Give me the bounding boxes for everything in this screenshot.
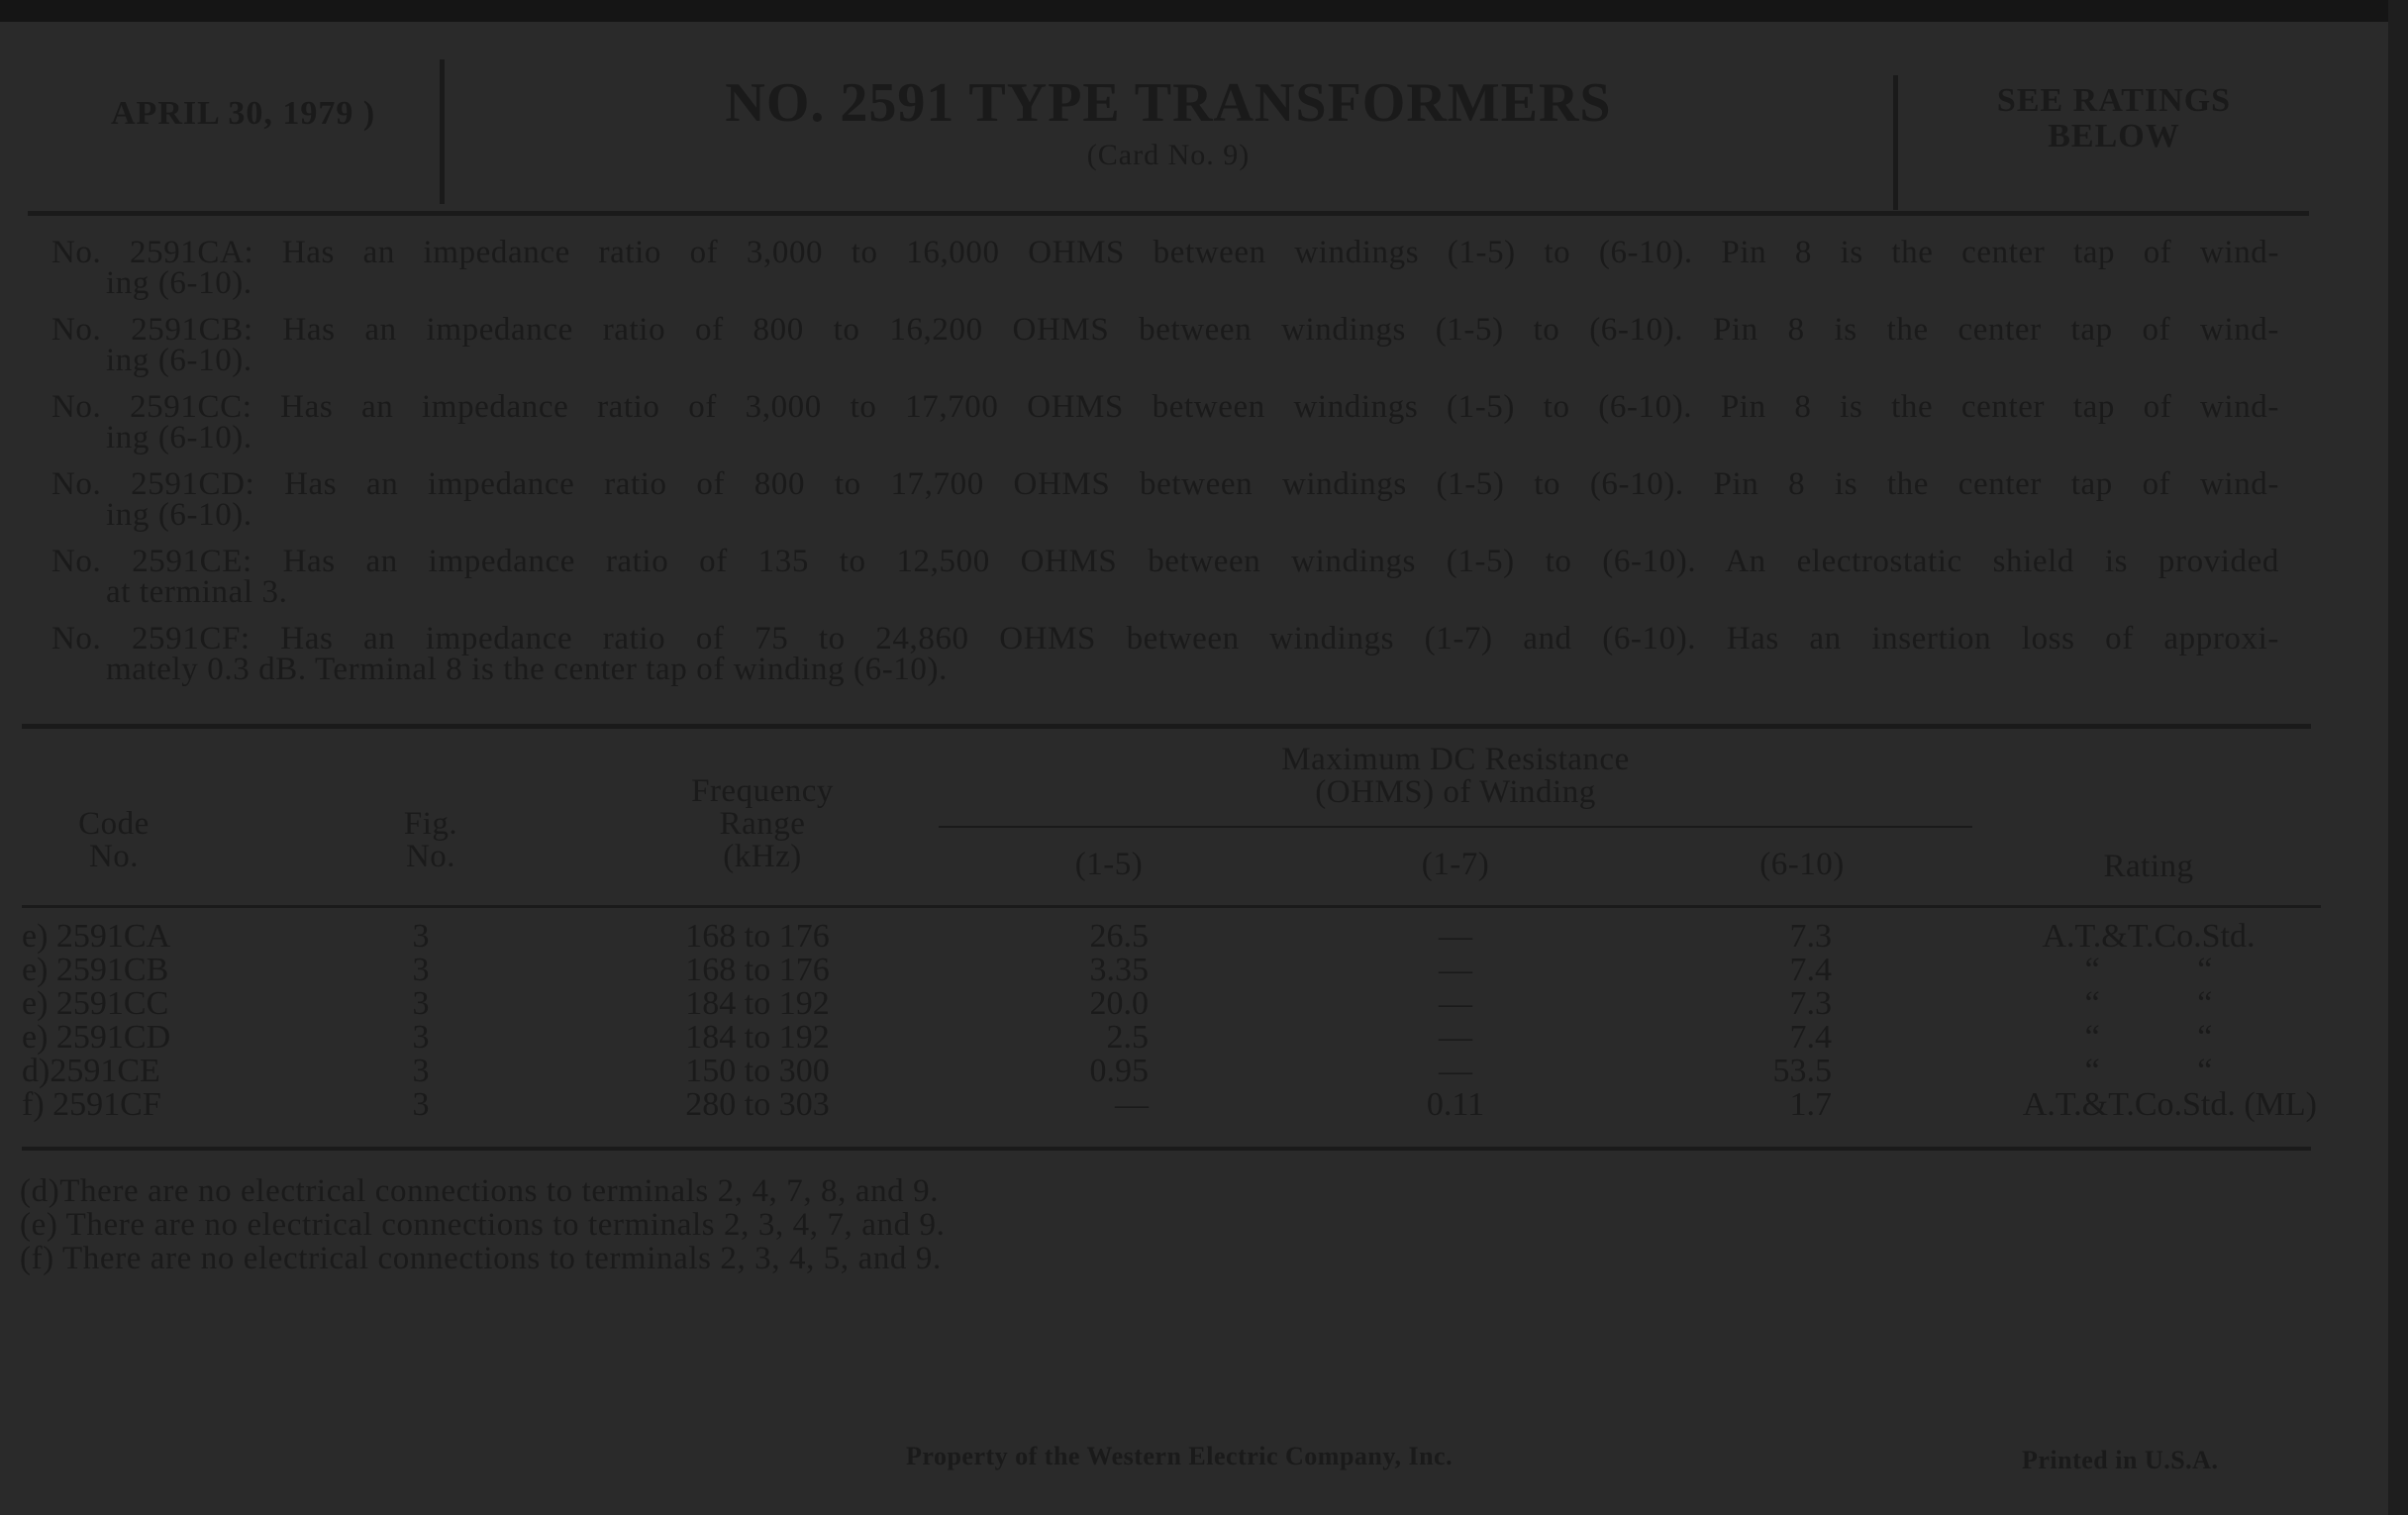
cell-code: e) 2591CA <box>22 918 171 955</box>
description-2591cd: No. 2591CD: Has an impedance ratio of 800 to 17,700 OHMS between windings (1-5) to (6-10). Pin 8 is the center tap of wind- ing (6-10). <box>51 466 2279 533</box>
description-2591cb: No. 2591CB: Has an impedance ratio of 800 to 16,200 OHMS between windings (1-5) to (6-10). Pin 8 is the center tap of wind- ing (6-10). <box>51 312 2279 378</box>
cell-frequency: 184 to 192 <box>685 1019 830 1056</box>
cell-rating: A.T.&T.Co.Std. <box>2042 918 2256 955</box>
footnote-f: (f) There are no electrical connections to terminals 2, 3, 4, 5, and 9. <box>20 1241 942 1276</box>
header-winding-1-5: (1-5) <box>1074 847 1144 882</box>
cell-frequency: 150 to 300 <box>685 1053 830 1089</box>
footnote-d: (d)There are no electrical connections to terminals 2, 4, 7, 8, and 9. <box>20 1173 940 1209</box>
cell-frequency: 168 to 176 <box>685 952 830 988</box>
cell-winding-6-10: 7.4 <box>1789 1019 1832 1056</box>
scan-right-edge <box>2388 0 2408 1515</box>
cell-code: e) 2591CB <box>22 952 169 988</box>
printed-notice: Printed in U.S.A. <box>2022 1446 2219 1474</box>
cell-fig: 3 <box>412 918 430 955</box>
cell-rating: A.T.&T.Co.Std. (ML) <box>2022 1086 2317 1123</box>
cell-winding-1-7: 0.11 <box>1426 1086 1485 1123</box>
cell-winding-1-5: 0.95 <box>1089 1053 1149 1089</box>
cell-winding-6-10: 7.3 <box>1789 985 1832 1022</box>
header-winding-6-10: (6-10) <box>1759 847 1845 882</box>
cell-fig: 3 <box>412 1086 430 1123</box>
cell-frequency: 168 to 176 <box>685 918 830 955</box>
cell-winding-1-7: — <box>1439 918 1472 955</box>
cell-winding-6-10: 1.7 <box>1789 1086 1832 1123</box>
page-title: NO. 2591 TYPE TRANSFORMERS <box>725 72 1612 134</box>
description-2591cf: No. 2591CF: Has an impedance ratio of 75 to 24,860 OHMS between windings (1-7) and (6-10). Has an insertion loss of approxi- mately 0.3 dB. Terminal 8 is the center tap of winding (6-10). <box>51 621 2279 687</box>
cell-fig: 3 <box>412 1053 430 1089</box>
see-ratings-note: SEE RATINGS BELOW <box>1996 82 2232 154</box>
header-resistance: Maximum DC Resistance (OHMS) of Winding <box>1281 742 1630 810</box>
cell-fig: 3 <box>412 1019 430 1056</box>
card-number: (Card No. 9) <box>1086 139 1251 171</box>
issue-date: APRIL 30, 1979 ) <box>111 95 376 132</box>
description-2591ca: No. 2591CA: Has an impedance ratio of 3,000 to 16,000 OHMS between windings (1-5) to (6-10). Pin 8 is the center tap of wind- ing (6-10). <box>51 235 2279 301</box>
description-2591ce: No. 2591CE: Has an impedance ratio of 135 to 12,500 OHMS between windings (1-5) to (6-10). An electrostatic shield is provided at terminal 3. <box>51 544 2279 610</box>
scan-top-edge <box>0 0 2408 22</box>
table-header-rule <box>22 905 2321 908</box>
cell-rating: “ “ <box>2084 952 2213 988</box>
cell-winding-6-10: 7.4 <box>1789 952 1832 988</box>
cell-winding-1-5: 3.35 <box>1089 952 1149 988</box>
header-rule <box>28 211 2309 216</box>
resistance-subrule <box>939 826 1972 828</box>
section-rule <box>22 724 2311 729</box>
property-notice: Property of the Western Electric Company, Inc. <box>906 1442 1454 1470</box>
cell-code: d)2591CE <box>22 1053 160 1089</box>
table-bottom-rule <box>22 1147 2311 1151</box>
cell-frequency: 280 to 303 <box>685 1086 830 1123</box>
cell-winding-1-5: 2.5 <box>1106 1019 1149 1056</box>
header-divider-left <box>440 59 445 204</box>
cell-rating: “ “ <box>2084 985 2213 1022</box>
cell-frequency: 184 to 192 <box>685 985 830 1022</box>
cell-winding-1-5: — <box>1115 1086 1149 1123</box>
cell-fig: 3 <box>412 985 430 1022</box>
cell-code: e) 2591CC <box>22 985 169 1022</box>
cell-winding-1-7: — <box>1439 1019 1472 1056</box>
cell-winding-6-10: 7.3 <box>1789 918 1832 955</box>
footnote-e: (e) There are no electrical connections to terminals 2, 3, 4, 7, and 9. <box>20 1207 946 1243</box>
header-fig: Fig. No. <box>403 806 458 874</box>
cell-winding-1-7: — <box>1439 952 1472 988</box>
header-rating: Rating <box>2103 849 2194 884</box>
cell-code: e) 2591CD <box>22 1019 171 1056</box>
cell-rating: “ “ <box>2084 1053 2213 1089</box>
cell-winding-1-7: — <box>1439 1053 1472 1089</box>
cell-fig: 3 <box>412 952 430 988</box>
cell-code: f) 2591CF <box>22 1086 161 1123</box>
cell-winding-1-5: 20.0 <box>1089 985 1149 1022</box>
cell-winding-1-7: — <box>1439 985 1472 1022</box>
header-divider-right <box>1893 75 1898 210</box>
description-2591cc: No. 2591CC: Has an impedance ratio of 3,000 to 17,700 OHMS between windings (1-5) to (6-10). Pin 8 is the center tap of wind- ing (6-10). <box>51 389 2279 455</box>
cell-winding-1-5: 26.5 <box>1089 918 1149 955</box>
header-winding-1-7: (1-7) <box>1421 847 1490 882</box>
header-code: Code No. <box>78 806 150 874</box>
cell-winding-6-10: 53.5 <box>1772 1053 1832 1089</box>
cell-rating: “ “ <box>2084 1019 2213 1056</box>
header-frequency: Frequency Range (kHz) <box>691 773 834 874</box>
